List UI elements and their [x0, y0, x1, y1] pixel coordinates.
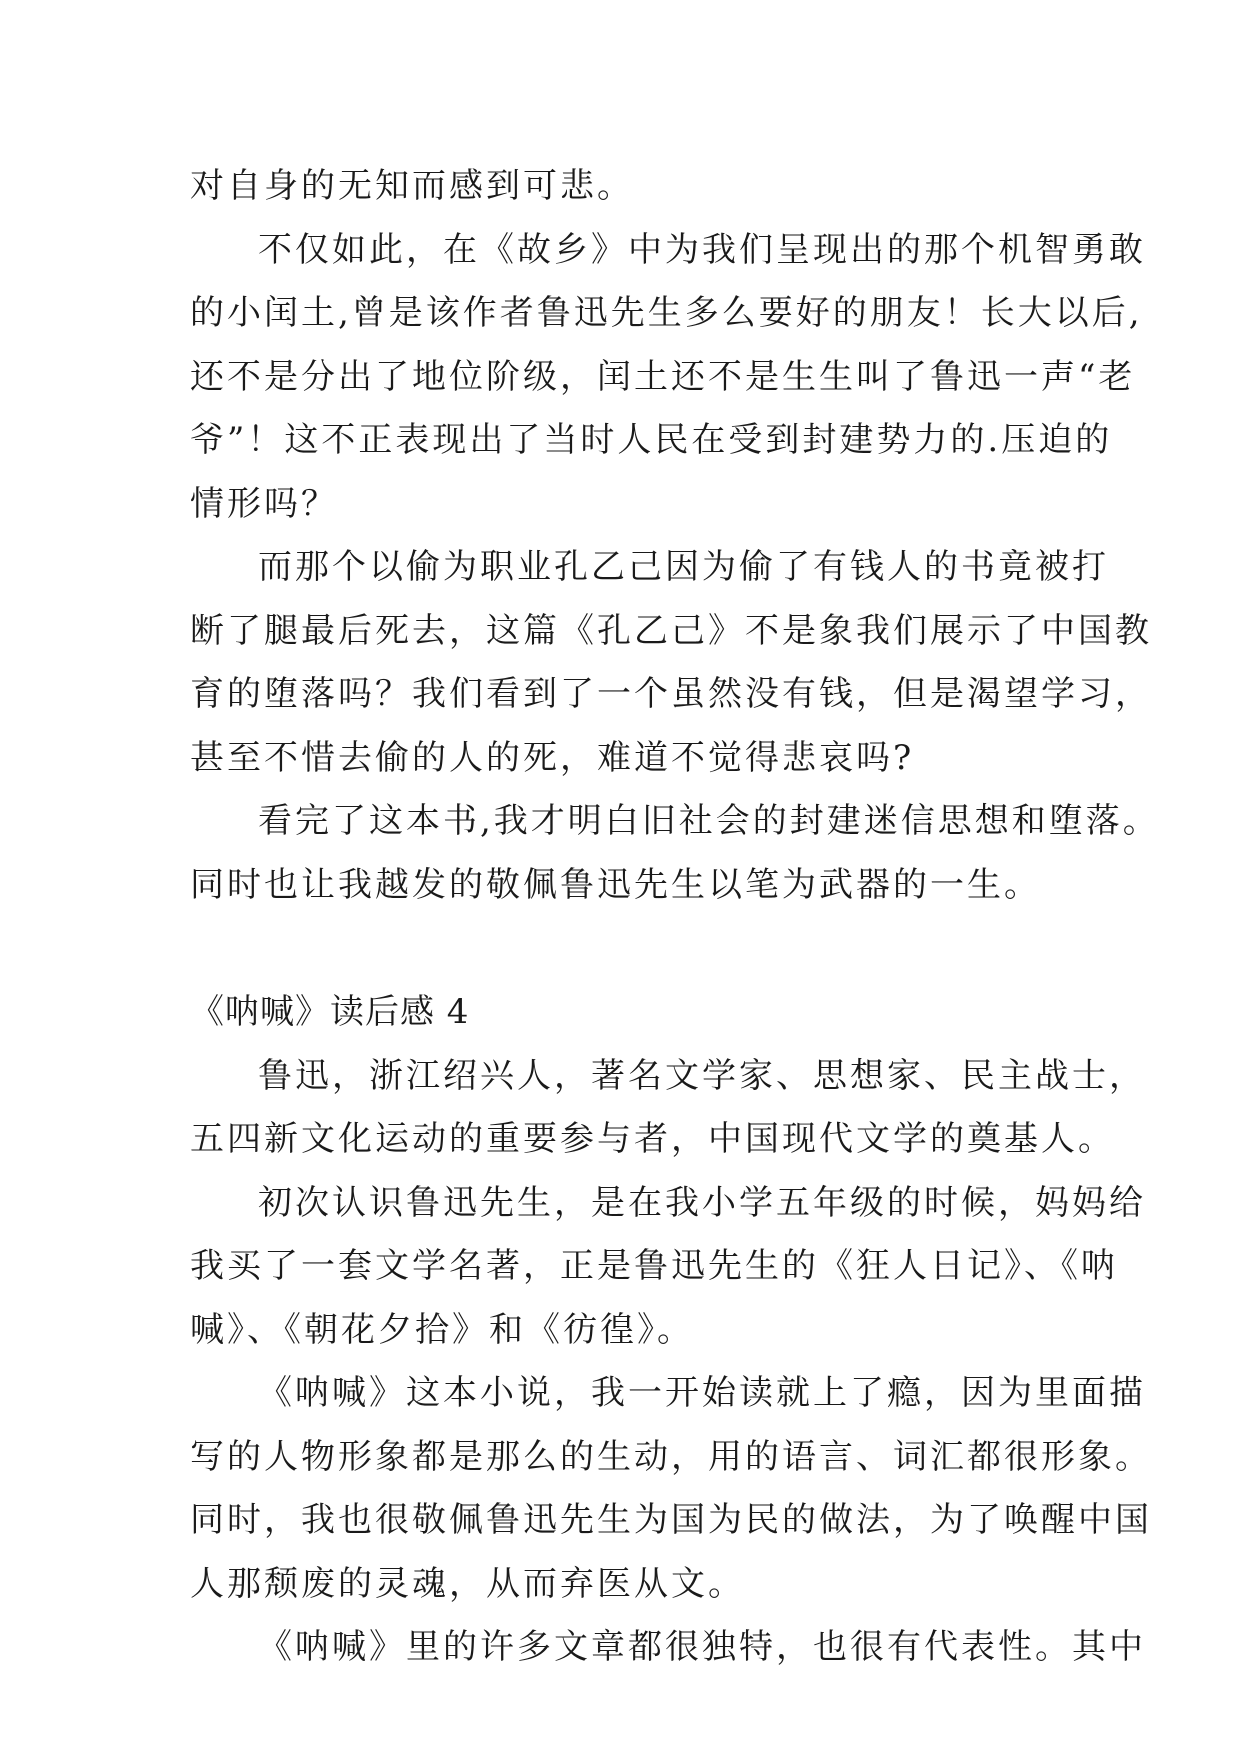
paragraph-start: 鲁迅，浙江绍兴人，著名文学家、思想家、民主战士， [258, 1055, 1146, 1096]
paragraph-start: 《呐喊》这本小说，我一开始读就上了瘾，因为里面描 [258, 1373, 1146, 1413]
text-line: 同时，我也很敬佩鲁迅先生为国为民的做法，为了唤醒中国 [190, 1500, 1152, 1540]
text-line: 育的堕落吗？我们看到了一个虽然没有钱，但是渴望学习， [190, 674, 1152, 714]
text-line: 还不是分出了地位阶级，闰土还不是生生叫了鲁迅一声“老 [190, 356, 1136, 397]
text-line: 同时也让我越发的敬佩鲁迅先生以笔为武器的一生。 [190, 864, 1041, 905]
text-line: 断了腿最后死去，这篇《孔乙己》不是象我们展示了中国教 [190, 610, 1152, 651]
text-line: 我买了一套文学名著，正是鲁迅先生的《狂人日记》、《呐 [190, 1246, 1118, 1286]
paragraph-start: 初次认识鲁迅先生，是在我小学五年级的时候，妈妈给 [258, 1182, 1146, 1223]
text-line: 情形吗？ [190, 483, 338, 524]
section-heading: 《呐喊》读后感 4 [190, 992, 470, 1032]
text-line: 写的人物形象都是那么的生动，用的语言、词汇都很形象。 [190, 1436, 1152, 1477]
section-gap [190, 917, 1090, 981]
paragraph-start: 《呐喊》里的许多文章都很独特，也很有代表性。其中 [258, 1627, 1146, 1667]
document-body [190, 155, 1160, 1680]
paragraph-start: 不仅如此，在《故乡》中为我们呈现出的那个机智勇敢 [258, 229, 1146, 270]
text-line: 对自身的无知而感到可悲。 [190, 166, 634, 206]
text-line: 的小闰土,曾是该作者鲁迅先生多么要好的朋友！长大以后, [190, 293, 1143, 333]
text-line: 人那颓废的灵魂，从而弃医从文。 [190, 1563, 745, 1604]
text-line: 喊》、《朝花夕拾》和《彷徨》。 [190, 1309, 694, 1350]
text-line: 爷”！这不正表现出了当时人民在受到封建势力的.压迫的 [190, 420, 1113, 460]
text-line: 甚至不惜去偷的人的死，难道不觉得悲哀吗? [190, 737, 915, 778]
paragraph-start: 看完了这本书,我才明白旧社会的封建迷信思想和堕落。 [258, 801, 1160, 841]
text-line: 五四新文化运动的重要参与者，中国现代文学的奠基人。 [190, 1119, 1115, 1159]
paragraph-start: 而那个以偷为职业孔乙己因为偷了有钱人的书竟被打 [258, 547, 1109, 587]
